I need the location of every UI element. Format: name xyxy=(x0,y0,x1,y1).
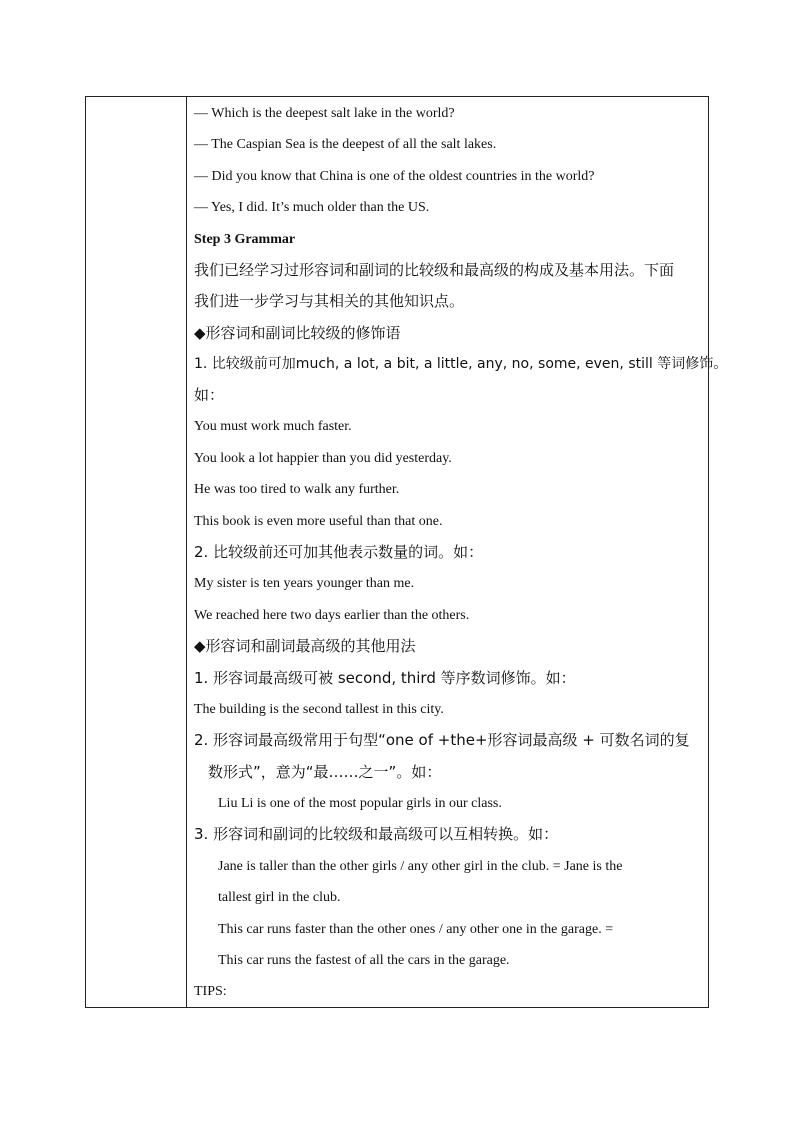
example-sentence: My sister is ten years younger than me. xyxy=(194,576,415,591)
section2-rule2: 2. 形容词最高级常用于句型“one of +the+形容词最高级 + 可数名词的复 xyxy=(194,731,690,749)
section1-rule2: 2. 比较级前还可加其他表示数量的词。如： xyxy=(194,543,484,561)
section1-heading: ◆形容词和副词比较级的修饰语 xyxy=(194,324,401,342)
section2-rule1: 1. 形容词最高级可被 second, third 等序数词修饰。如： xyxy=(194,669,576,687)
tips-label: TIPS: xyxy=(194,984,227,999)
dialogue-line: — Yes, I did. It’s much older than the US. xyxy=(194,200,430,215)
section1-rule1-cont: 如： xyxy=(194,386,225,404)
example-sentence: The building is the second tallest in this city. xyxy=(194,702,444,717)
example-sentence: Jane is taller than the other girls / any other girl in the club. = Jane is the xyxy=(218,859,623,874)
section2-rule3: 3. 形容词和副词的比较级和最高级可以互相转换。如： xyxy=(194,825,559,843)
example-sentence: This car runs faster than the other ones / any other one in the garage. = xyxy=(218,922,614,937)
lesson-table xyxy=(85,96,728,1008)
step-heading: Step 3 Grammar xyxy=(194,232,296,247)
intro-line: 我们已经学习过形容词和副词的比较级和最高级的构成及基本用法。下面 xyxy=(194,261,675,279)
example-sentence: He was too tired to walk any further. xyxy=(194,482,400,497)
section2-rule2-cont: 数形式”，意为“最……之一”。如： xyxy=(208,763,442,781)
section1-rule1: 1. 比较级前可加much, a lot, a bit, a little, any, no, some, even, still 等词修饰。 xyxy=(194,356,728,372)
column-divider xyxy=(186,97,187,1007)
intro-line: 我们进一步学习与其相关的其他知识点。 xyxy=(194,292,465,310)
example-sentence: This book is even more useful than that one. xyxy=(194,514,443,529)
example-sentence: Liu Li is one of the most popular girls in our class. xyxy=(218,796,502,811)
example-sentence: We reached here two days earlier than the others. xyxy=(194,608,470,623)
dialogue-line: — Which is the deepest salt lake in the world? xyxy=(194,106,455,121)
dialogue-line: — The Caspian Sea is the deepest of all the salt lakes. xyxy=(194,137,497,152)
example-sentence: tallest girl in the club. xyxy=(218,890,341,905)
example-sentence: You must work much faster. xyxy=(194,419,352,434)
example-sentence: You look a lot happier than you did yesterday. xyxy=(194,451,452,466)
dialogue-line: — Did you know that China is one of the oldest countries in the world? xyxy=(194,169,595,184)
section2-heading: ◆形容词和副词最高级的其他用法 xyxy=(194,637,416,655)
example-sentence: This car runs the fastest of all the cars in the garage. xyxy=(218,953,510,968)
